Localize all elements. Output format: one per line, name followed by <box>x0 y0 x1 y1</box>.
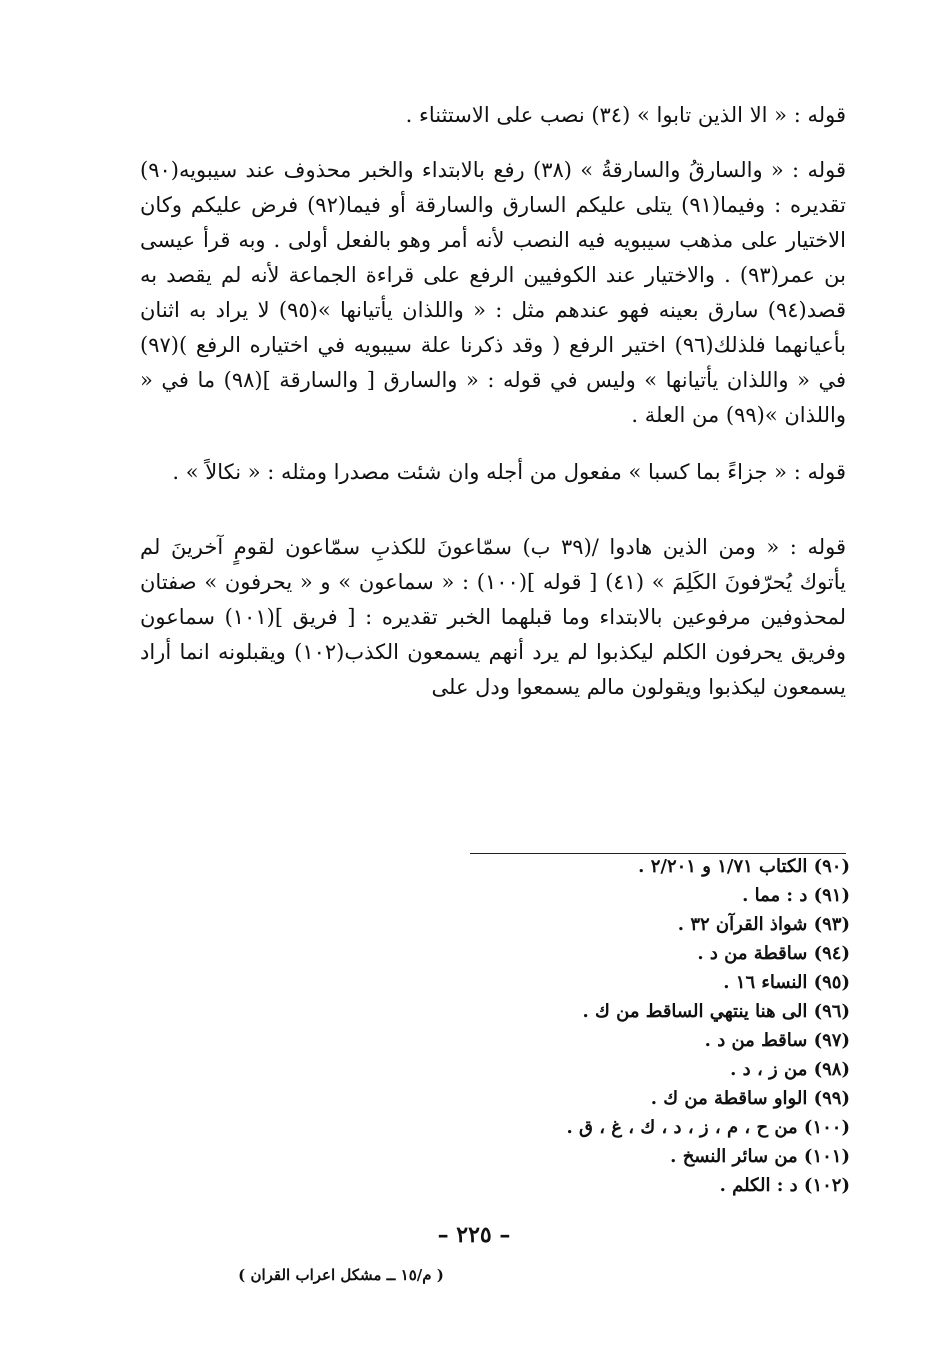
footnote: (٩٣) شواذ القرآن ٣٢ . <box>677 914 850 935</box>
paragraph-hadu: قوله : « ومن الذين هادوا /(٣٩ ب) سمّاعونَ للكذبِ سمّاعون لقومٍ آخرينَ لم يأتوك يُحرّفونَ الكَلِمَ » (٤١) [ قوله ](١٠٠) : « سماعون » و « يحرفون » صفتان لمحذوفين مرفوعين بالابتداء وما قبلهما الخبر تقديره : [ فريق ](١٠١) سماعون وفريق يحرفون الكلم ليكذبوا لم يرد أنهم يسمعون الكذب(١٠٢) ويقبلونه انما أراد يسمعون ليكذبوا ويقولون مالم يسمعوا ودل على <box>140 535 847 699</box>
paragraph-istithna: قوله : « الا الذين تابوا » (٣٤) نصب على الاستثناء . <box>405 103 846 127</box>
footnote: (٩٨) من ز ، د . <box>730 1059 850 1080</box>
footnote: (٩٧) ساقط من د . <box>704 1030 850 1051</box>
paragraph-sariq: قوله : « والسارقُ والسارقةُ » (٣٨) رفع بالابتداء والخبر محذوف عند سيبويه(٩٠) تقديره : وفيما(٩١) يتلى عليكم السارق والسارقة أو فيما(٩٢) فرض عليكم وكان الاختيار على مذهب سيبويه فيه النصب لأنه أمر وهو بالفعل أولى . وبه قرأ عيسى بن عمر(٩٣) . والاختيار عند الكوفيين الرفع على قراءة الجماعة لأنه لم يقصد به قصد(٩٤) سارق بعينه فهو عندهم مثل : « واللذان يأتيانها »(٩٥) لا يراد به اثنان بأعيانهما فلذلك(٩٦) اختير الرفع ( وقد ذكرنا علة سيبويه في اختياره الرفع )(٩٧) في « واللذان يأتيانها » وليس في قوله : « والسارق [ والسارقة ](٩٨) ما في « واللذان »(٩٩) من العلة . <box>140 158 846 427</box>
footnote: (٩٩) الواو ساقطة من ك . <box>650 1088 850 1109</box>
paragraph-jazaa: قوله : « جزاءً بما كسبا » مفعول من أجله وان شئت مصدرا ومثله : « نكالاً » . <box>172 460 846 484</box>
footnote: (٩١) د : مما . <box>742 885 850 906</box>
footnote: (١٠٠) من ح ، م ، ز ، د ، ك ، غ ، ق . <box>566 1117 850 1138</box>
footnotes <box>430 852 850 1200</box>
footnote: (١٠٢) د : الكلم . <box>719 1175 850 1196</box>
main-text <box>140 98 846 727</box>
footnote: (١٠١) من سائر النسخ . <box>670 1146 850 1167</box>
page-number: – ٢٢٥ – <box>437 1222 511 1248</box>
running-footer: ( م/١٥ ــ مشكل اعراب القران ) <box>238 1266 444 1284</box>
footnote: (٩٦) الى هنا ينتهي الساقط من ك . <box>582 1001 850 1022</box>
footnote: (٩٠) الكتاب ١/٧١ و ٢/٢٠١ . <box>638 856 850 877</box>
footnote: (٩٤) ساقطة من د . <box>697 943 850 964</box>
footnote: (٩٥) النساء ١٦ . <box>723 972 850 993</box>
